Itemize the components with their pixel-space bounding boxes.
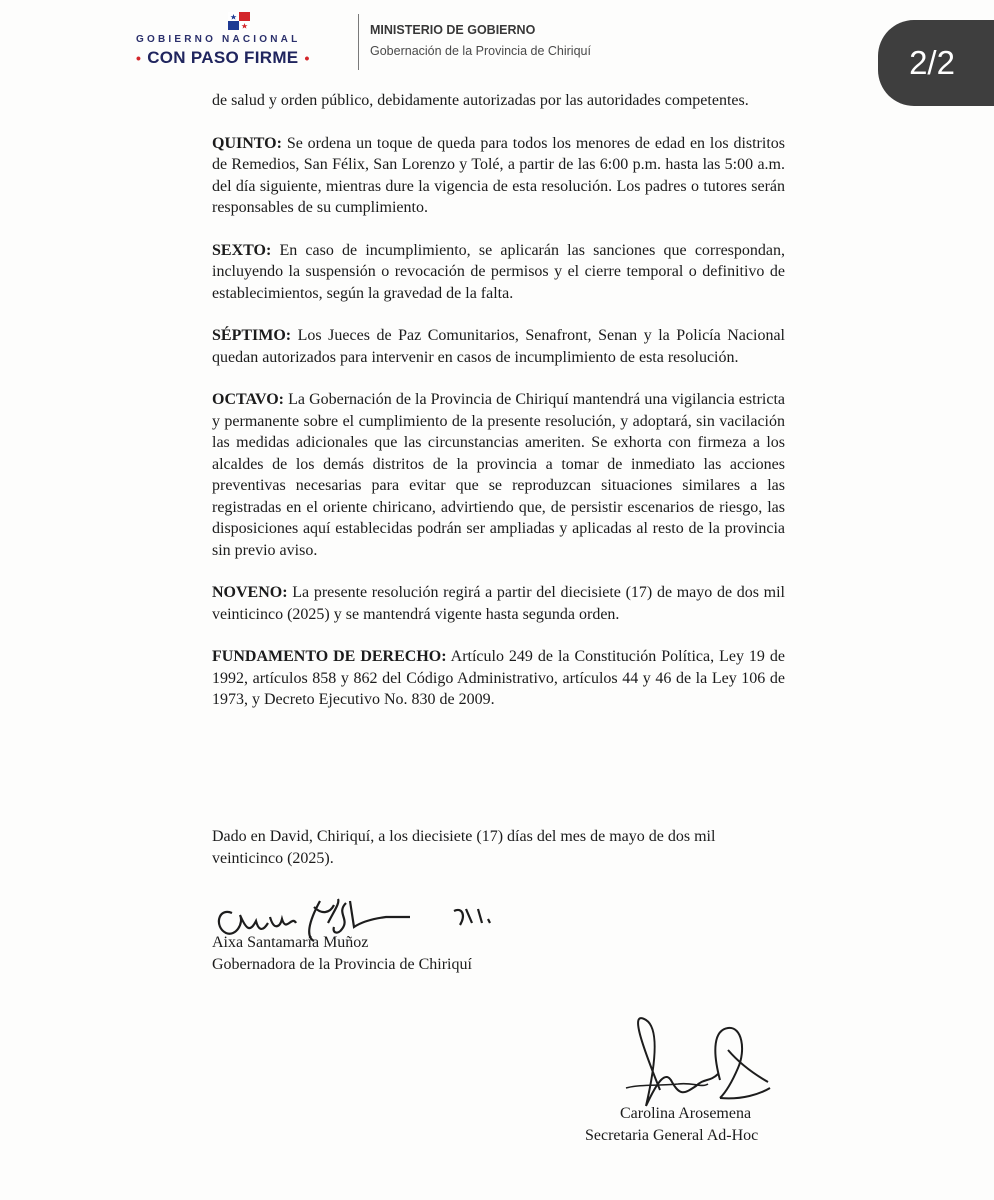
paragraph-noveno (212, 582, 785, 625)
star-icon: • (136, 50, 142, 66)
paragraph-text: Los Jueces de Paz Comunitarios, Senafront, Senan y la Policía Nacional quedan autorizados para intervenir en casos de incumplimiento de esta resolución. (212, 327, 786, 366)
signatory-title: Gobernadora de la Provincia de Chiriquí (212, 956, 472, 973)
gobernacion-text: Gobernación de la Provincia de Chiriquí (370, 44, 591, 58)
gobierno-nacional-text: GOBIERNO NACIONAL (136, 34, 301, 45)
paragraph-label: NOVENO: (212, 584, 288, 601)
paragraph-label: OCTAVO: (212, 391, 284, 408)
letterhead (130, 8, 650, 72)
header-divider (358, 14, 359, 70)
paragraph-text: de salud y orden público, debidamente autorizadas por las autoridades competentes. (212, 92, 749, 109)
paragraph-text: La presente resolución regirá a partir del diecisiete (17) de mayo de dos mil veinticinco (2025) y se mantendrá vigente hasta segunda orden. (212, 584, 785, 623)
paragraph-fundamento (212, 646, 785, 711)
con-paso-firme-text: CON PASO FIRME (147, 48, 299, 67)
paragraph-text: Artículo 249 de la Constitución Política, Ley 19 de 1992, artículos 858 y 862 del Código Administrativo, artículos 44 y 46 de la Ley 106 de 1973, y Decreto Ejecutivo No. 830 de 2009. (212, 648, 785, 708)
signatory-name: Carolina Arosemena (620, 1105, 752, 1122)
panama-flag-icon (226, 10, 252, 32)
ministerio-text: MINISTERIO DE GOBIERNO (370, 23, 536, 37)
paragraph-label: SEXTO: (212, 241, 272, 259)
paragraph-text: Se ordena un toque de queda para todos los menores de edad en los distritos de Remedios, San Félix, San Lorenzo y Tolé, a partir de las 6:00 p.m. hasta las 5:00 a.m. del día siguiente, mientras dure la vigencia de esta resolución. Los padres o tutores serán responsables de su cumplimiento. (212, 134, 786, 216)
star-icon: • (304, 50, 310, 66)
paragraph-text: En caso de incumplimiento, se aplicarán las sanciones que correspondan, incluyendo la suspensión o revocación de permisos y el cierre temporal o definitivo de establecimientos, según la gravedad de la falta. (212, 241, 785, 302)
paragraph-continuation (212, 90, 785, 112)
paragraph-label: SÉPTIMO: (212, 327, 292, 344)
paragraph-octavo (212, 389, 785, 561)
signatory-title: Secretaria General Ad-Hoc (585, 1127, 759, 1144)
paragraph-sexto (212, 240, 785, 305)
signatory-name: Aixa Santamaría Muñoz (212, 934, 369, 951)
resolution-body (212, 90, 785, 732)
closing-text: Dado en David, Chiriquí, a los diecisiete (17) días del mes de mayo de dos mil veinticinco (2025). (212, 828, 716, 867)
page-indicator[interactable]: 2/2 (878, 20, 994, 106)
paragraph-text: La Gobernación de la Provincia de Chiriquí mantendrá una vigilancia estricta y permanente sobre el cumplimiento de la presente resolución, y adoptará, sin vacilación las medidas adicionales que las circunstancias ameriten. Se exhorta con firmeza a los alcaldes de los demás distritos de la provincia a tomar de inmediato las acciones preventivas necesarias para evitar que se reproduzcan situaciones similares a las registradas en el oriente chiricano, advirtiendo que, de persistir escenarios de riesgo, las disposiciones aquí establecidas podrán ser ampliadas y aplicadas al resto de la provincia sin previo aviso. (212, 391, 785, 559)
paragraph-quinto (212, 133, 785, 219)
paragraph-label: FUNDAMENTO DE DERECHO: (212, 648, 447, 665)
paragraph-septimo (212, 325, 785, 368)
con-paso-firme-logo (130, 48, 316, 68)
paragraph-label: QUINTO: (212, 134, 282, 152)
